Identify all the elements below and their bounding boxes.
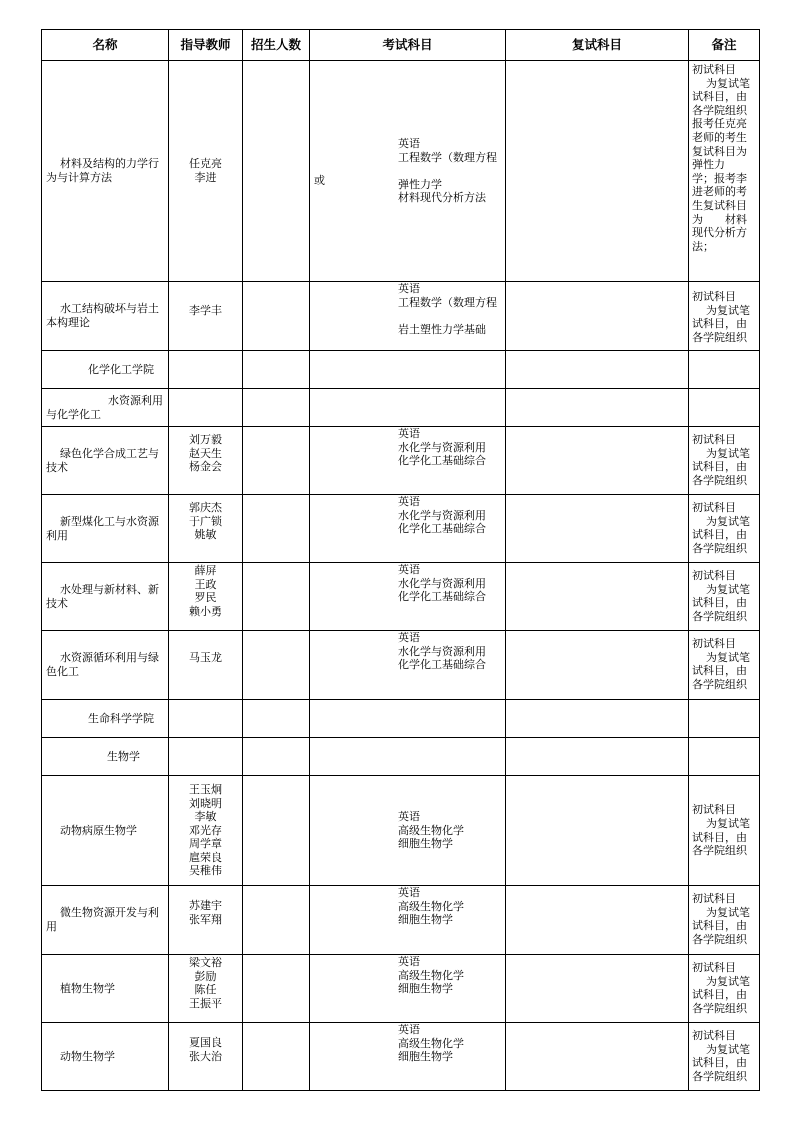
text-line: 为复试笔 bbox=[706, 905, 750, 919]
text-line: 任克亮 bbox=[189, 157, 222, 171]
exam-lines bbox=[398, 955, 503, 996]
header-retest: 复试科目 bbox=[506, 30, 689, 61]
empty-cell bbox=[506, 389, 689, 427]
header-quota: 招生人数 bbox=[243, 30, 310, 61]
text-line: 试科目，由 bbox=[692, 460, 747, 474]
text-line: 为复试笔 bbox=[706, 974, 750, 988]
text-line: 化学化工基础综合 bbox=[398, 454, 486, 468]
quota-cell bbox=[243, 955, 310, 1023]
text-line: 邓光存 bbox=[189, 823, 222, 837]
college-name: 化学化工学院 bbox=[42, 351, 169, 389]
text-line: 张大治 bbox=[189, 1049, 222, 1063]
exam-lines bbox=[398, 495, 503, 536]
text-line: 细胞生物学 bbox=[398, 913, 453, 927]
text-line: 王政 bbox=[194, 577, 217, 591]
retest-cell bbox=[506, 563, 689, 631]
text-line: 各学院组织 bbox=[692, 1069, 747, 1083]
text-line: 试科目，由 bbox=[692, 317, 747, 331]
text-line: 初试科目 bbox=[692, 290, 736, 303]
text-line: 英语 bbox=[398, 427, 420, 440]
advisor-list bbox=[169, 282, 243, 351]
table-row bbox=[42, 351, 760, 389]
discipline-name: 生物学 bbox=[42, 738, 169, 776]
empty-cell bbox=[243, 738, 310, 776]
quota-cell bbox=[243, 631, 310, 700]
text-line: 各学院组织 bbox=[692, 473, 747, 487]
table-row bbox=[42, 700, 760, 738]
text-line: 王振平 bbox=[189, 996, 222, 1010]
text-line: 现代分析方 bbox=[692, 226, 747, 240]
advisor-list bbox=[169, 563, 243, 631]
text-line: 各学院组织 bbox=[692, 844, 747, 858]
advisor-list bbox=[169, 495, 243, 563]
exam-subjects bbox=[310, 495, 506, 563]
text-line: 周学章 bbox=[189, 837, 222, 851]
text-line: 报考任克亮 bbox=[692, 117, 747, 131]
text-line: 为复试笔 bbox=[706, 650, 750, 664]
empty-cell bbox=[243, 389, 310, 427]
text-line: 英语 bbox=[398, 955, 420, 968]
text-line: 为复试笔 bbox=[706, 303, 750, 317]
empty-cell bbox=[689, 351, 760, 389]
empty-cell bbox=[169, 700, 243, 738]
remark-cell bbox=[689, 563, 760, 631]
exam-subjects bbox=[310, 61, 506, 282]
text-line: 为复试笔 bbox=[706, 1042, 750, 1056]
empty-cell bbox=[169, 351, 243, 389]
text-line: 英语 bbox=[398, 282, 420, 295]
advisor-list bbox=[169, 776, 243, 886]
text-line: 初试科目 bbox=[692, 433, 736, 446]
major-name: 绿色化学合成工艺与技术 bbox=[42, 427, 169, 495]
exam-lines bbox=[398, 886, 503, 927]
text-line: 老师的考生 bbox=[692, 130, 747, 144]
text-line: 李学丰 bbox=[189, 304, 222, 317]
empty-cell bbox=[169, 389, 243, 427]
retest-cell bbox=[506, 631, 689, 700]
table-row bbox=[42, 776, 760, 886]
empty-cell bbox=[506, 700, 689, 738]
retest-cell bbox=[506, 61, 689, 282]
text-line: 英语 bbox=[398, 137, 420, 151]
text-line: 各学院组织 bbox=[692, 609, 747, 623]
retest-cell bbox=[506, 1023, 689, 1091]
exam-subjects bbox=[310, 955, 506, 1023]
text-line: 试科目，由 bbox=[692, 988, 747, 1002]
text-line: 英语 bbox=[398, 886, 420, 899]
remark-cell bbox=[689, 61, 760, 282]
empty-cell bbox=[506, 351, 689, 389]
text-line: 李敏 bbox=[194, 810, 217, 824]
text-line: 为复试笔 bbox=[706, 514, 750, 528]
remark-cell bbox=[689, 495, 760, 563]
text-line: 初试科目 bbox=[692, 892, 736, 905]
retest-cell bbox=[506, 955, 689, 1023]
empty-cell bbox=[310, 700, 506, 738]
text-line: 为复试笔 bbox=[706, 446, 750, 460]
text-line: 工程数学（数理方程 bbox=[398, 150, 497, 164]
quota-cell bbox=[243, 1023, 310, 1091]
text-line: 各学院组织 bbox=[692, 541, 747, 555]
advisor-list bbox=[169, 955, 243, 1023]
text-line: 进老师的考 bbox=[692, 185, 747, 199]
remark-cell bbox=[689, 427, 760, 495]
table-row bbox=[42, 61, 760, 282]
discipline-name: 水资源利用与化学化工 bbox=[42, 389, 169, 427]
retest-cell bbox=[506, 282, 689, 351]
remark-cell bbox=[689, 1023, 760, 1091]
major-name: 动物生物学 bbox=[42, 1023, 169, 1091]
text-line: 高级生物化学 bbox=[398, 823, 464, 837]
text-line: 罗民 bbox=[194, 591, 217, 605]
major-name: 水资源循环利用与绿色化工 bbox=[42, 631, 169, 700]
advisor-list bbox=[169, 61, 243, 282]
retest-cell bbox=[506, 886, 689, 955]
exam-lines bbox=[398, 137, 503, 205]
major-name: 水工结构破坏与岩土本构理论 bbox=[42, 282, 169, 351]
major-name: 植物生物学 bbox=[42, 955, 169, 1023]
text-line: 英语 bbox=[398, 631, 420, 644]
text-line: 学；报考李 bbox=[692, 171, 747, 185]
text-line: 郭庆杰 bbox=[189, 501, 222, 514]
table-row bbox=[42, 738, 760, 776]
text-line: 刘晓明 bbox=[189, 796, 222, 810]
header-name: 名称 bbox=[42, 30, 169, 61]
text-line: 试科目，由 bbox=[692, 830, 747, 844]
text-line: 试科目，由 bbox=[692, 1056, 747, 1070]
text-line: 为复试笔 bbox=[706, 816, 750, 830]
quota-cell bbox=[243, 427, 310, 495]
exam-subjects bbox=[310, 563, 506, 631]
table-row bbox=[42, 1023, 760, 1091]
exam-or: 或 bbox=[314, 174, 325, 187]
exam-lines bbox=[398, 631, 503, 672]
text-line: 复试科目为 bbox=[692, 144, 747, 158]
table-row bbox=[42, 427, 760, 495]
table-row bbox=[42, 886, 760, 955]
quota-cell bbox=[243, 563, 310, 631]
text-line: 吴稚伟 bbox=[189, 864, 222, 878]
text-line: 各学院组织 bbox=[692, 103, 747, 117]
text-line: 化学化工基础综合 bbox=[398, 658, 486, 672]
empty-cell bbox=[169, 738, 243, 776]
exam-subjects bbox=[310, 427, 506, 495]
empty-cell bbox=[310, 351, 506, 389]
quota-cell bbox=[243, 495, 310, 563]
blank-line bbox=[398, 309, 503, 323]
quota-cell bbox=[243, 886, 310, 955]
exam-subjects bbox=[310, 282, 506, 351]
table-row bbox=[42, 389, 760, 427]
header-exam: 考试科目 bbox=[310, 30, 506, 61]
text-line: 薛屏 bbox=[194, 564, 217, 577]
text-line: 张军翔 bbox=[189, 912, 222, 926]
remark-cell bbox=[689, 955, 760, 1023]
text-line: 初试科目 bbox=[692, 961, 736, 974]
header-row bbox=[42, 30, 760, 61]
text-line: 试科目，由 bbox=[692, 528, 747, 542]
empty-cell bbox=[243, 700, 310, 738]
text-line: 英语 bbox=[398, 495, 420, 508]
text-line: 初试科目 bbox=[692, 637, 736, 650]
text-line: 初试科目 bbox=[692, 501, 736, 514]
text-line: 弹性力 bbox=[692, 158, 725, 172]
text-line: 马玉龙 bbox=[189, 651, 222, 664]
text-line: 高级生物化学 bbox=[398, 1036, 464, 1050]
table-row bbox=[42, 563, 760, 631]
advisor-list bbox=[169, 427, 243, 495]
text-line: 初试科目 bbox=[692, 569, 736, 582]
major-name: 材料及结构的力学行为与计算方法 bbox=[42, 61, 169, 282]
text-line: 苏建宇 bbox=[189, 899, 222, 912]
text-line: 化学化工基础综合 bbox=[398, 522, 486, 536]
exam-lines bbox=[398, 427, 503, 468]
remark-cell bbox=[689, 886, 760, 955]
text-line: 材料现代分析方法 bbox=[398, 191, 486, 205]
empty-cell bbox=[689, 389, 760, 427]
remark-cell bbox=[689, 631, 760, 700]
text-line: 试科目，由 bbox=[692, 919, 747, 933]
exam-lines bbox=[398, 563, 503, 604]
empty-cell bbox=[689, 700, 760, 738]
exam-subjects bbox=[310, 1023, 506, 1091]
table-row bbox=[42, 631, 760, 700]
exam-subjects bbox=[310, 631, 506, 700]
text-line: 为 材料 bbox=[692, 212, 747, 226]
remark-cell bbox=[689, 776, 760, 886]
admissions-table bbox=[41, 29, 760, 1091]
text-line: 工程数学（数理方程 bbox=[398, 295, 497, 309]
major-name: 微生物资源开发与利用 bbox=[42, 886, 169, 955]
text-line: 弹性力学 bbox=[398, 177, 442, 191]
text-line: 为复试笔 bbox=[706, 582, 750, 596]
college-name: 生命科学学院 bbox=[42, 700, 169, 738]
empty-cell bbox=[689, 738, 760, 776]
retest-cell bbox=[506, 427, 689, 495]
table-row bbox=[42, 282, 760, 351]
empty-cell bbox=[506, 738, 689, 776]
text-line: 刘万毅 bbox=[189, 433, 222, 446]
text-line: 各学院组织 bbox=[692, 932, 747, 946]
text-line: 英语 bbox=[398, 810, 420, 824]
text-line: 初试科目 bbox=[692, 1029, 736, 1042]
text-line: 化学化工基础综合 bbox=[398, 590, 486, 604]
exam-lines bbox=[398, 810, 503, 851]
text-line: 水化学与资源利用 bbox=[398, 508, 486, 522]
advisor-list bbox=[169, 886, 243, 955]
text-line: 杨金会 bbox=[189, 460, 222, 474]
text-line: 细胞生物学 bbox=[398, 982, 453, 996]
remark-cell bbox=[689, 282, 760, 351]
table-row bbox=[42, 495, 760, 563]
retest-cell bbox=[506, 495, 689, 563]
text-line: 生复试科目 bbox=[692, 198, 747, 212]
text-line: 夏国良 bbox=[189, 1036, 222, 1049]
text-line: 细胞生物学 bbox=[398, 837, 453, 851]
quota-cell bbox=[243, 776, 310, 886]
text-line: 各学院组织 bbox=[692, 330, 747, 344]
header-advisor: 指导教师 bbox=[169, 30, 243, 61]
table-row bbox=[42, 955, 760, 1023]
quota-cell bbox=[243, 282, 310, 351]
text-line: 王玉炯 bbox=[189, 782, 222, 796]
text-line: 扈荣良 bbox=[189, 850, 222, 864]
text-line: 英语 bbox=[398, 1023, 420, 1036]
text-line: 初试科目 bbox=[692, 63, 736, 76]
text-line: 于广锁 bbox=[189, 514, 222, 528]
text-line: 梁文裕 bbox=[189, 956, 222, 969]
text-line: 水化学与资源利用 bbox=[398, 644, 486, 658]
exam-lines bbox=[398, 282, 503, 336]
retest-cell bbox=[506, 776, 689, 886]
text-line: 高级生物化学 bbox=[398, 899, 464, 913]
text-line: 水化学与资源利用 bbox=[398, 440, 486, 454]
advisor-list bbox=[169, 1023, 243, 1091]
text-line: 高级生物化学 bbox=[398, 968, 464, 982]
advisor-list bbox=[169, 631, 243, 700]
text-line: 赵天生 bbox=[189, 446, 222, 460]
major-name: 动物病原生物学 bbox=[42, 776, 169, 886]
header-remark: 备注 bbox=[689, 30, 760, 61]
text-line: 姚敏 bbox=[194, 528, 217, 542]
exam-lines bbox=[398, 1023, 503, 1064]
text-line: 水化学与资源利用 bbox=[398, 576, 486, 590]
text-line: 法； bbox=[692, 239, 714, 253]
empty-cell bbox=[310, 389, 506, 427]
text-line: 试科目，由 bbox=[692, 596, 747, 610]
major-name: 新型煤化工与水资源利用 bbox=[42, 495, 169, 563]
text-line: 初试科目 bbox=[692, 803, 736, 817]
text-line: 细胞生物学 bbox=[398, 1050, 453, 1064]
text-line: 彭励 bbox=[194, 969, 217, 983]
exam-subjects bbox=[310, 776, 506, 886]
empty-cell bbox=[243, 351, 310, 389]
text-line: 陈任 bbox=[194, 983, 217, 997]
blank-line bbox=[398, 164, 503, 178]
text-line: 为复试笔 bbox=[706, 76, 750, 90]
text-line: 试科目，由 bbox=[692, 90, 747, 104]
empty-cell bbox=[310, 738, 506, 776]
text-line: 岩土塑性力学基础 bbox=[398, 322, 486, 336]
major-name: 水处理与新材料、新技术 bbox=[42, 563, 169, 631]
text-line: 英语 bbox=[398, 563, 420, 576]
exam-subjects bbox=[310, 886, 506, 955]
text-line: 李进 bbox=[194, 171, 217, 184]
text-line: 各学院组织 bbox=[692, 1001, 747, 1015]
quota-cell bbox=[243, 61, 310, 282]
text-line: 试科目，由 bbox=[692, 664, 747, 678]
text-line: 赖小勇 bbox=[189, 604, 222, 618]
text-line: 各学院组织 bbox=[692, 677, 747, 691]
